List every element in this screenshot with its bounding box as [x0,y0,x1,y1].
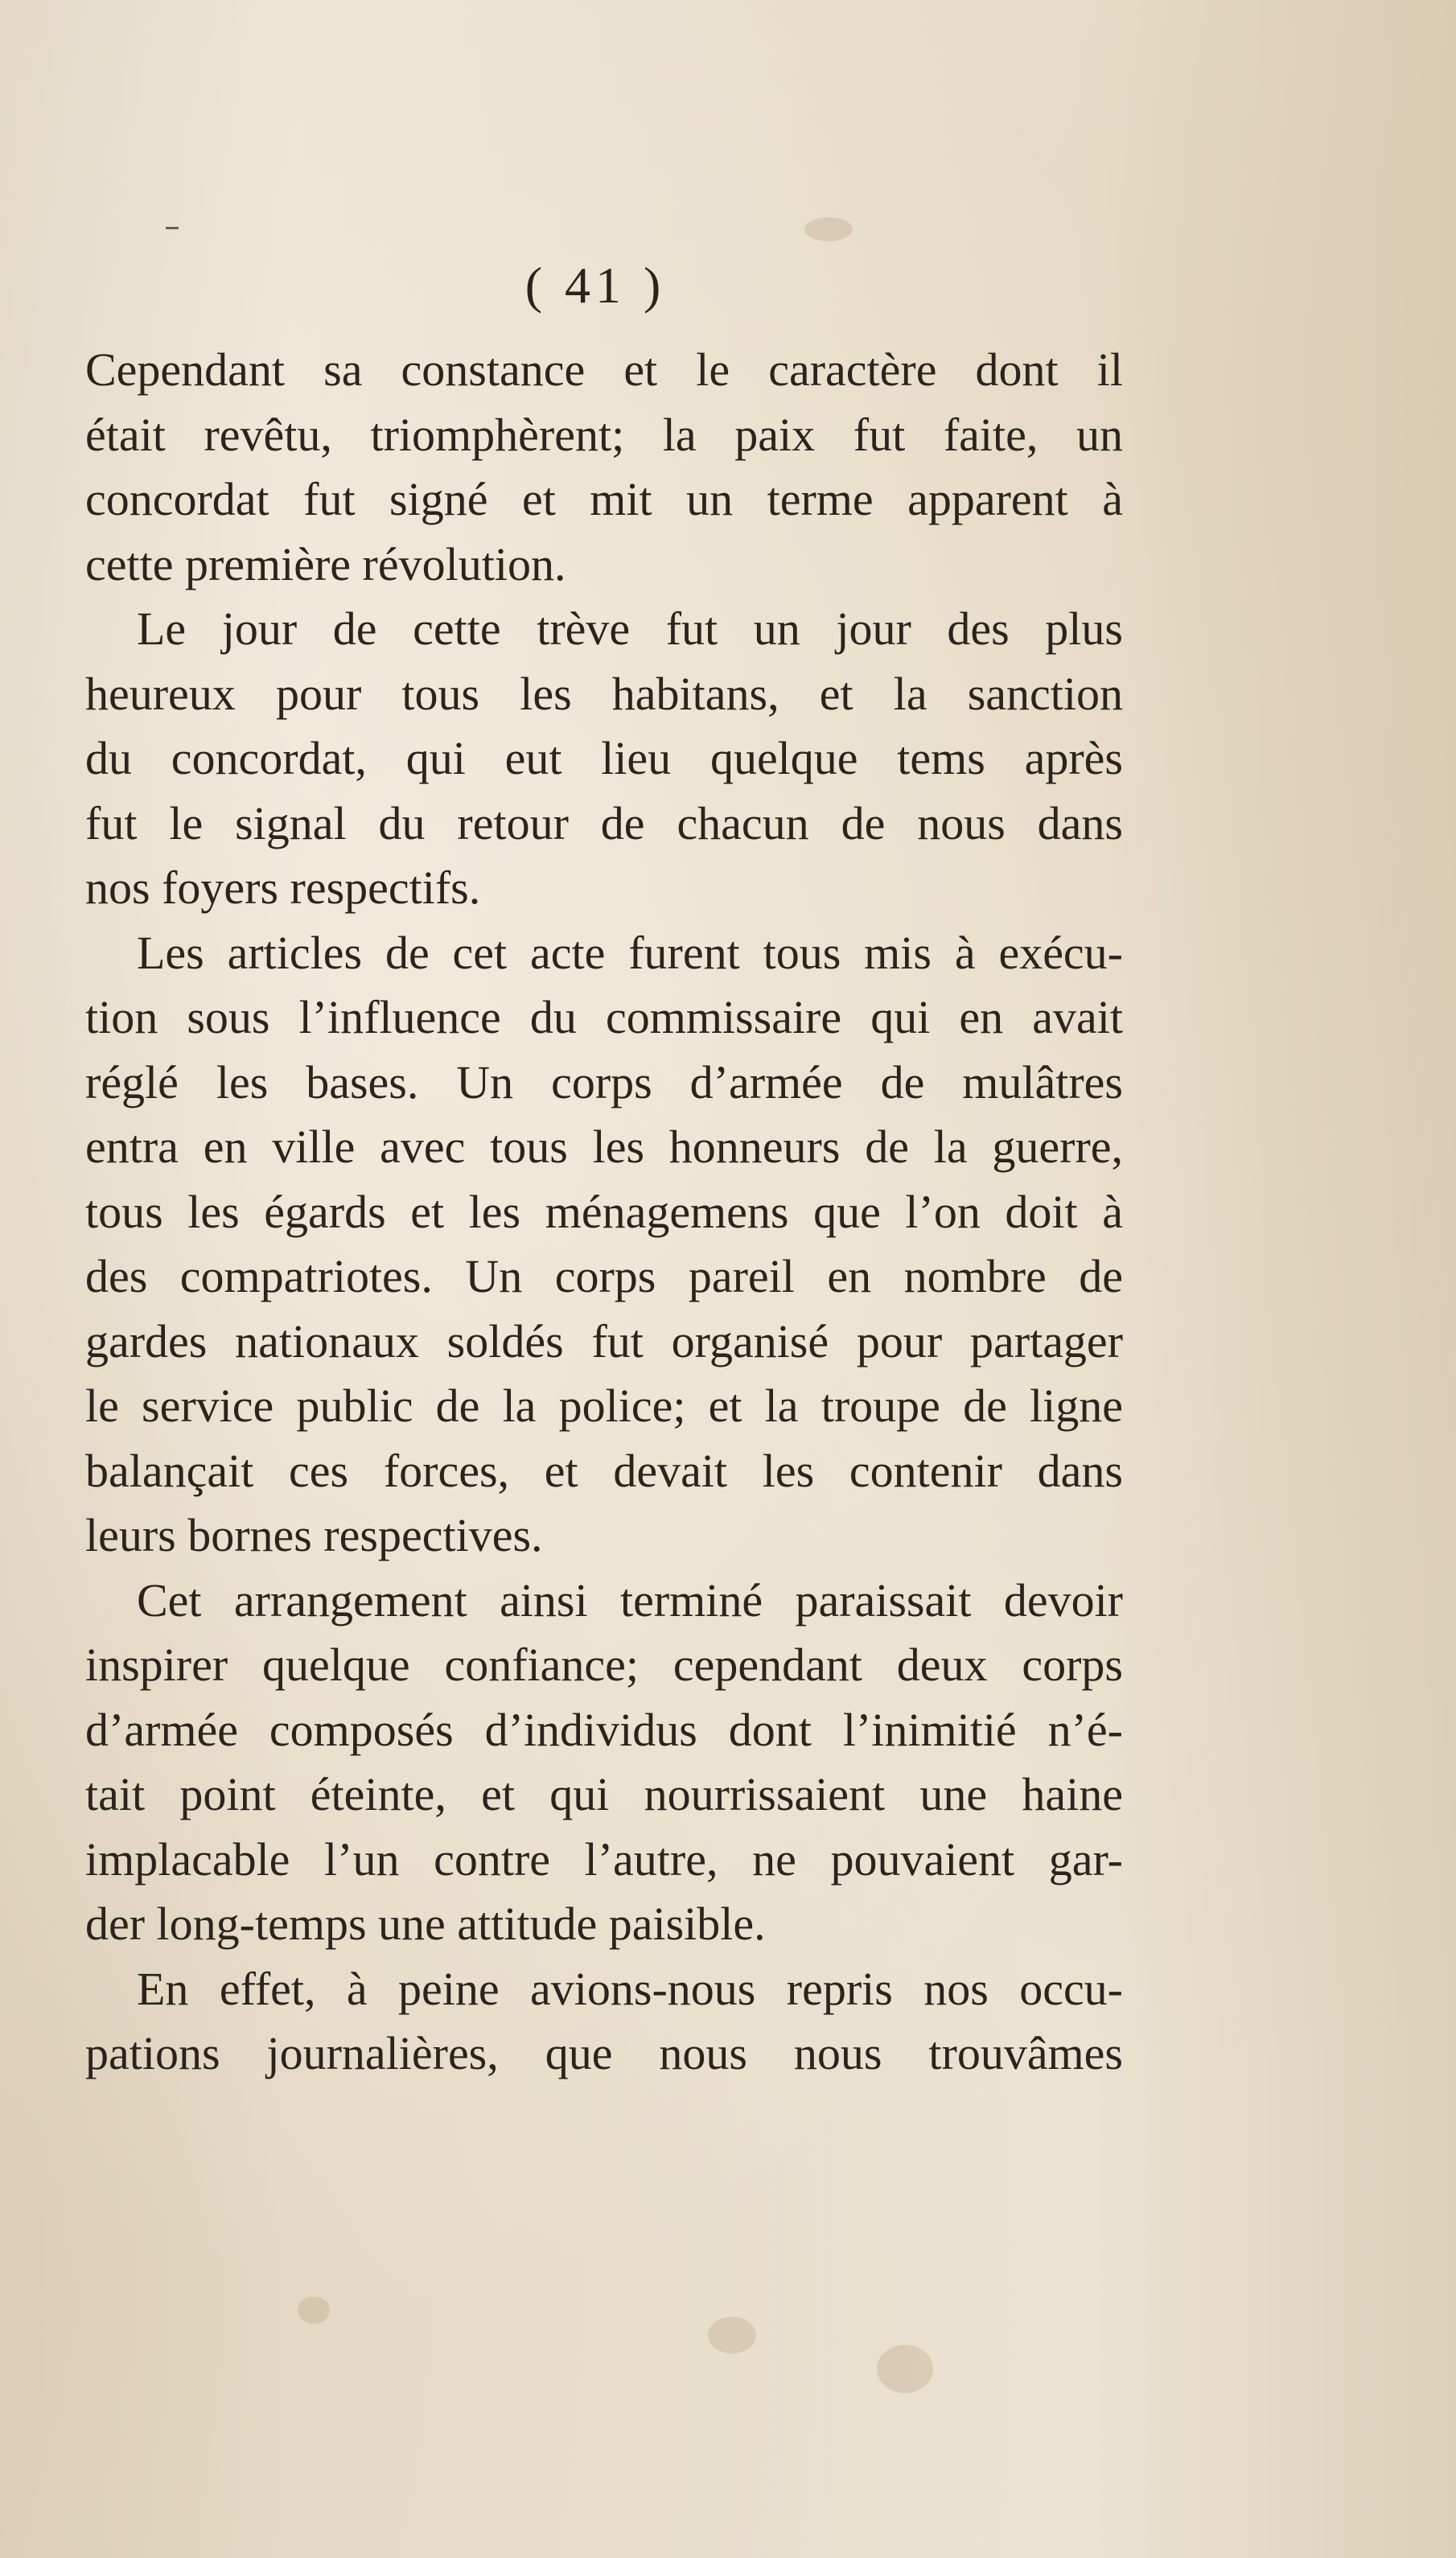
foxing-spot [804,217,853,241]
text-line: tion sous l’influence du commissaire qui en avait [85,991,1123,1043]
text-line: Les articles de cet acte furent tous mis à exécu- [137,926,1123,979]
text-line: réglé les bases. Un corps d’armée de mulâtres [85,1055,1123,1108]
foxing-spot [877,2345,933,2393]
text-line: entra en ville avec tous les honneurs de la guerre, [85,1121,1123,1173]
foxing-spot [708,2317,756,2354]
text-line: inspirer quelque confiance; cependant deux corps [85,1639,1123,1691]
text-line: concordat fut signé et mit un terme apparent à [85,473,1123,525]
text-line: des compatriotes. Un corps pareil en nombre de [85,1250,1123,1302]
text-line: fut le signal du retour de chacun de nous dans [85,796,1123,849]
body-text [85,338,1123,2087]
text-line: Le jour de cette trève fut un jour des plus [137,602,1123,655]
text-line: gardes nationaux soldés fut organisé pour partager [85,1314,1123,1367]
text-line: implacable l’un contre l’autre, ne pouvaient gar- [85,1832,1123,1886]
text-line: nos foyers respectifs. [85,862,481,914]
text-line: du concordat, qui eut lieu quelque tems après [85,732,1123,784]
text-line: le service public de la police; et la troupe de ligne [85,1380,1123,1432]
text-line: En effet, à peine avions-nous repris nos occu- [137,1962,1123,2015]
text-line: tous les égards et les ménagemens que l’on doit à [85,1185,1123,1238]
text-line: balançait ces forces, et devait les contenir dans [85,1444,1123,1497]
text-line: cette première révolution. [85,537,566,590]
page-number: ( 41 ) [524,257,666,314]
text-line: d’armée composés d’individus dont l’inimitié n’é- [85,1703,1123,1756]
text-line: pations journalières, que nous nous trouvâmes [85,2027,1123,2079]
top-rule-mark [166,227,179,229]
text-line: Cependant sa constance et le caractère dont il [85,343,1123,396]
text-line: heureux pour tous les habitans, et la sanction [85,667,1123,720]
text-line: était revêtu, triomphèrent; la paix fut faite, un [85,408,1123,461]
text-line: Cet arrangement ainsi terminé paraissait devoir [137,1573,1123,1627]
text-line: tait point éteinte, et qui nourrissaient une haine [85,1768,1123,1820]
text-line: leurs bornes respectives. [85,1509,543,1561]
text-line: der long-temps une attitude paisible. [85,1898,766,1950]
foxing-spot [298,2297,330,2324]
